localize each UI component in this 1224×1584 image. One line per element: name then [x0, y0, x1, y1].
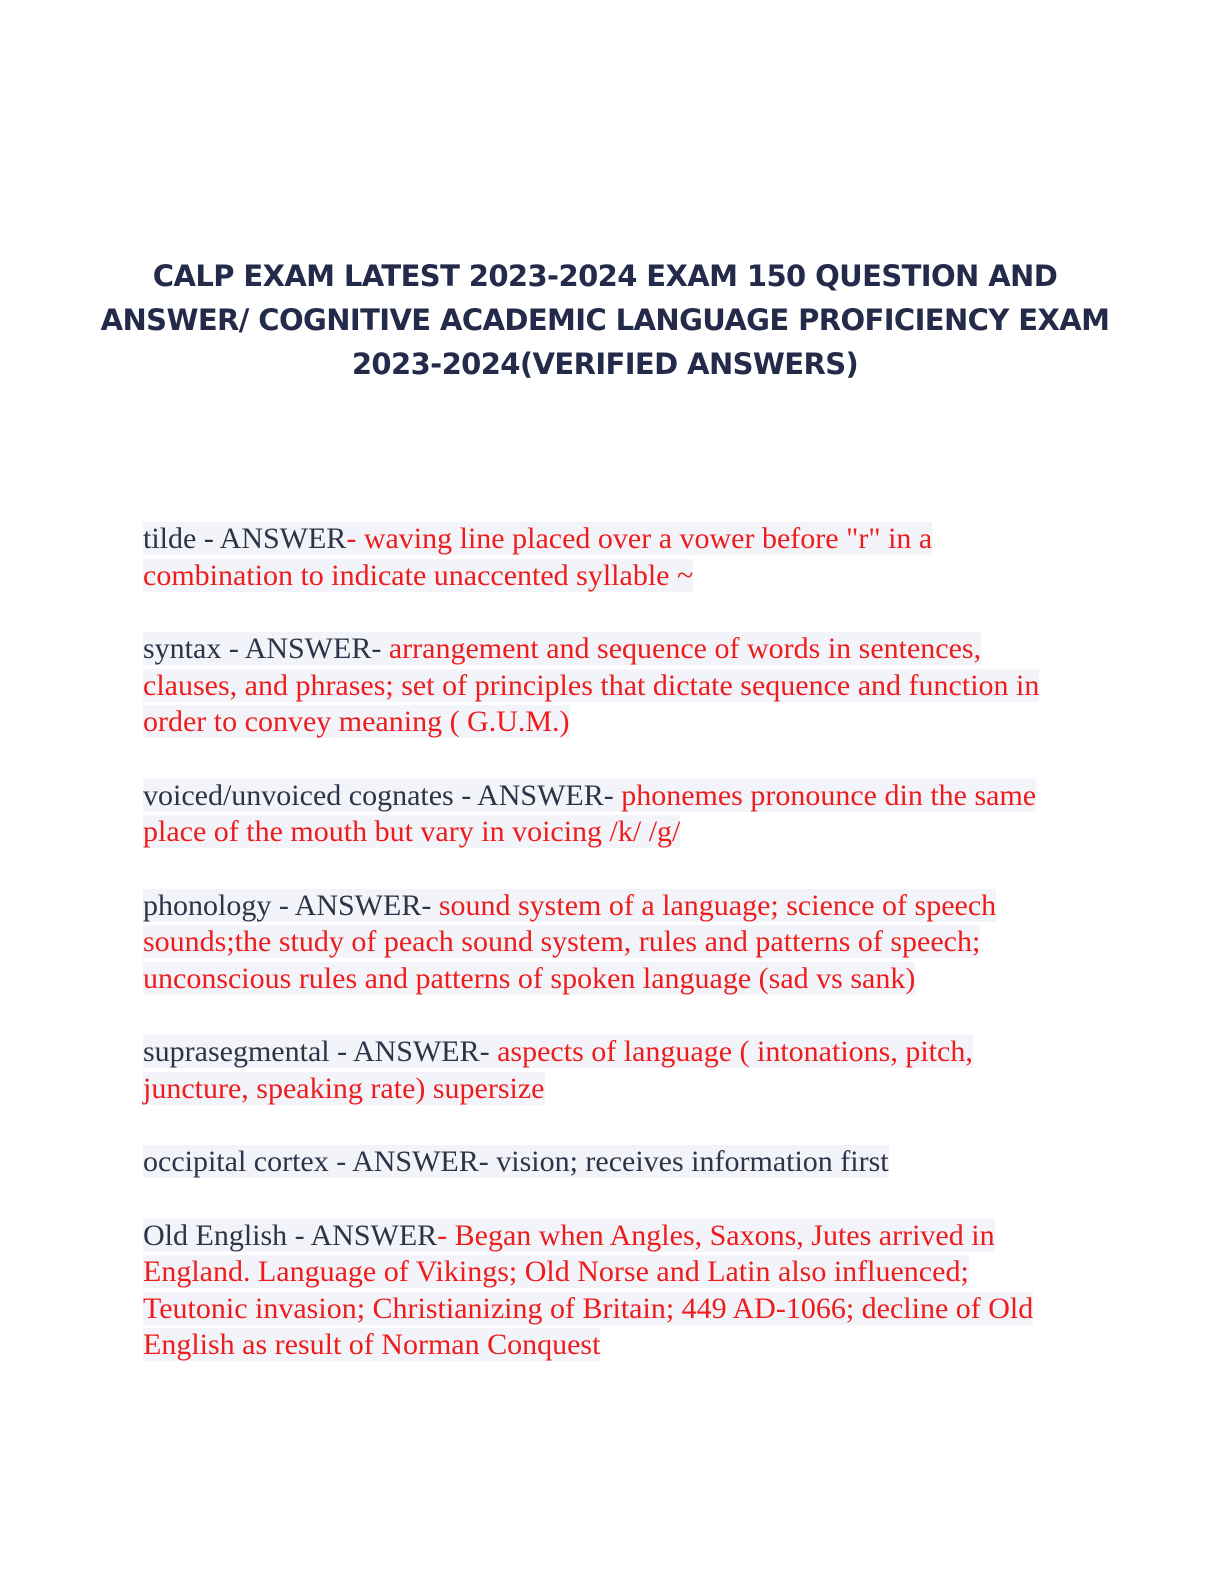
- qa-entry-phonology: [143, 888, 1073, 998]
- qa-term: phonology - ANSWER-: [143, 888, 439, 922]
- qa-answer: - Began when Angles, Saxons, Jutes arrived in England. Language of Vikings; Old Norse and Latin also influenced; Teutonic invasion; Christianizing of Britain; 449 AD-1066; decline of Old English as result of Norman Conquest: [143, 1218, 1034, 1361]
- qa-answer: vision; receives information first: [496, 1145, 889, 1178]
- qa-term: voiced/unvoiced cognates - ANSWER-: [143, 778, 622, 812]
- qa-answer: aspects of language ( intonations, pitch, juncture, speaking rate) supersize: [143, 1035, 973, 1105]
- qa-term: Old English - ANSWER: [143, 1218, 438, 1252]
- qa-term: occipital cortex - ANSWER-: [143, 1145, 497, 1178]
- qa-list: [143, 521, 1073, 1401]
- qa-term: tilde - ANSWER: [143, 522, 347, 555]
- qa-entry-tilde: [143, 521, 1073, 594]
- qa-answer: - waving line placed over a vower before "r" in a combination to indicate unaccented syllable ~: [143, 522, 933, 592]
- qa-entry-syntax: [143, 631, 1073, 741]
- qa-term: syntax - ANSWER-: [143, 632, 389, 665]
- document-title: CALP EXAM LATEST 2023-2024 EXAM 150 QUESTION AND ANSWER/ COGNITIVE ACADEMIC LANGUAGE PROFICIENCY EXAM 2023-2024(VERIFIED ANSWERS): [100, 259, 1110, 381]
- qa-term: suprasegmental - ANSWER-: [143, 1035, 498, 1068]
- qa-entry-occipital-cortex: [143, 1144, 1073, 1181]
- qa-entry-voiced-unvoiced-cognates: [143, 778, 1073, 851]
- qa-answer: phonemes pronounce din the same place of the mouth but vary in voicing /k/ /g/: [143, 778, 1037, 848]
- qa-entry-suprasegmental: [143, 1034, 1073, 1107]
- qa-answer: arrangement and sequence of words in sentences, clauses, and phrases; set of principles that dictate sequence and function in order to convey meaning ( G.U.M.): [143, 632, 1040, 738]
- qa-answer: sound system of a language; science of speech sounds;the study of peach sound system, rules and patterns of speech; unconscious rules and patterns of spoken language (sad vs sank): [143, 888, 997, 995]
- qa-entry-old-english: [143, 1218, 1073, 1364]
